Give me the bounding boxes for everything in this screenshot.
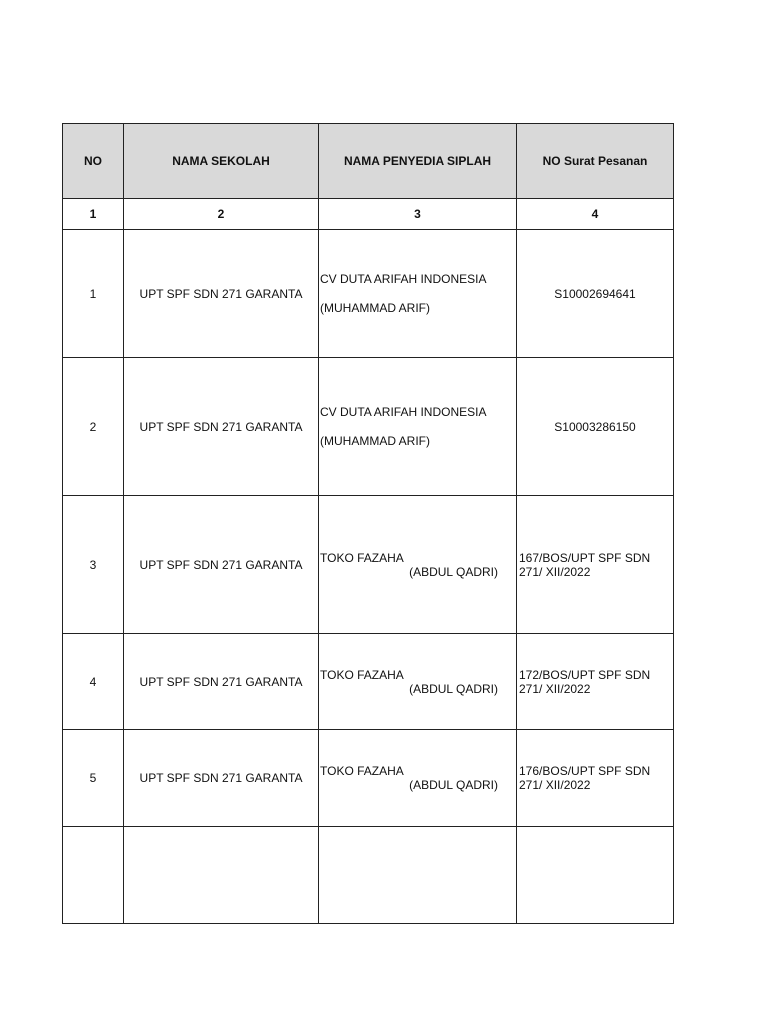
row-provider	[319, 496, 517, 634]
siplah-order-table	[62, 123, 674, 924]
table-row	[63, 634, 674, 730]
order-number-line1: 172/BOS/UPT SPF SDN	[519, 667, 651, 682]
provider-name: CV DUTA ARIFAH INDONESIA	[320, 272, 487, 286]
row-provider	[319, 730, 517, 827]
row-no: 4	[63, 634, 124, 730]
table-row	[63, 496, 674, 634]
provider-name: TOKO FAZAHA	[320, 764, 404, 778]
header-row	[63, 124, 674, 199]
column-number: 1	[63, 199, 124, 230]
row-order-number	[517, 358, 674, 496]
order-number-line1: 167/BOS/UPT SPF SDN	[519, 550, 651, 565]
row-provider	[319, 358, 517, 496]
empty-row	[63, 827, 674, 924]
row-school: UPT SPF SDN 271 GARANTA	[124, 634, 319, 730]
row-school: UPT SPF SDN 271 GARANTA	[124, 358, 319, 496]
empty-cell	[124, 827, 319, 924]
order-number-line2: 271/ XII/2022	[519, 778, 591, 792]
column-number: 4	[517, 199, 674, 230]
table-row	[63, 358, 674, 496]
table-row	[63, 230, 674, 358]
order-number-line1: S10003286150	[554, 419, 636, 434]
header-school-name: NAMA SEKOLAH	[124, 124, 319, 199]
row-order-number	[517, 496, 674, 634]
row-order-number	[517, 230, 674, 358]
row-school: UPT SPF SDN 271 GARANTA	[124, 730, 319, 827]
empty-cell	[63, 827, 124, 924]
provider-contact: (ABDUL QADRI)	[409, 681, 498, 696]
row-no: 2	[63, 358, 124, 496]
row-provider	[319, 230, 517, 358]
row-provider	[319, 634, 517, 730]
column-number-row	[63, 199, 674, 230]
row-no: 5	[63, 730, 124, 827]
order-number-line2: 271/ XII/2022	[519, 564, 591, 579]
empty-cell	[319, 827, 517, 924]
provider-contact: (MUHAMMAD ARIF)	[320, 301, 430, 315]
provider-name: CV DUTA ARIFAH INDONESIA	[320, 405, 487, 419]
provider-name: TOKO FAZAHA	[320, 550, 404, 565]
order-number-line1: 176/BOS/UPT SPF SDN	[519, 764, 651, 778]
row-no: 3	[63, 496, 124, 634]
row-school: UPT SPF SDN 271 GARANTA	[124, 496, 319, 634]
order-number-line1: S10002694641	[554, 286, 636, 301]
empty-cell	[517, 827, 674, 924]
header-provider-name: NAMA PENYEDIA SIPLAH	[319, 124, 517, 199]
order-number-line2: 271/ XII/2022	[519, 681, 591, 696]
row-no: 1	[63, 230, 124, 358]
column-number: 3	[319, 199, 517, 230]
header-no: NO	[63, 124, 124, 199]
provider-name: TOKO FAZAHA	[320, 667, 404, 682]
column-number: 2	[124, 199, 319, 230]
header-order-number: NO Surat Pesanan	[517, 124, 674, 199]
provider-contact: (ABDUL QADRI)	[409, 778, 498, 792]
provider-contact: (ABDUL QADRI)	[409, 564, 498, 579]
row-order-number	[517, 730, 674, 827]
table-row	[63, 730, 674, 827]
row-school: UPT SPF SDN 271 GARANTA	[124, 230, 319, 358]
provider-contact: (MUHAMMAD ARIF)	[320, 434, 430, 448]
row-order-number	[517, 634, 674, 730]
